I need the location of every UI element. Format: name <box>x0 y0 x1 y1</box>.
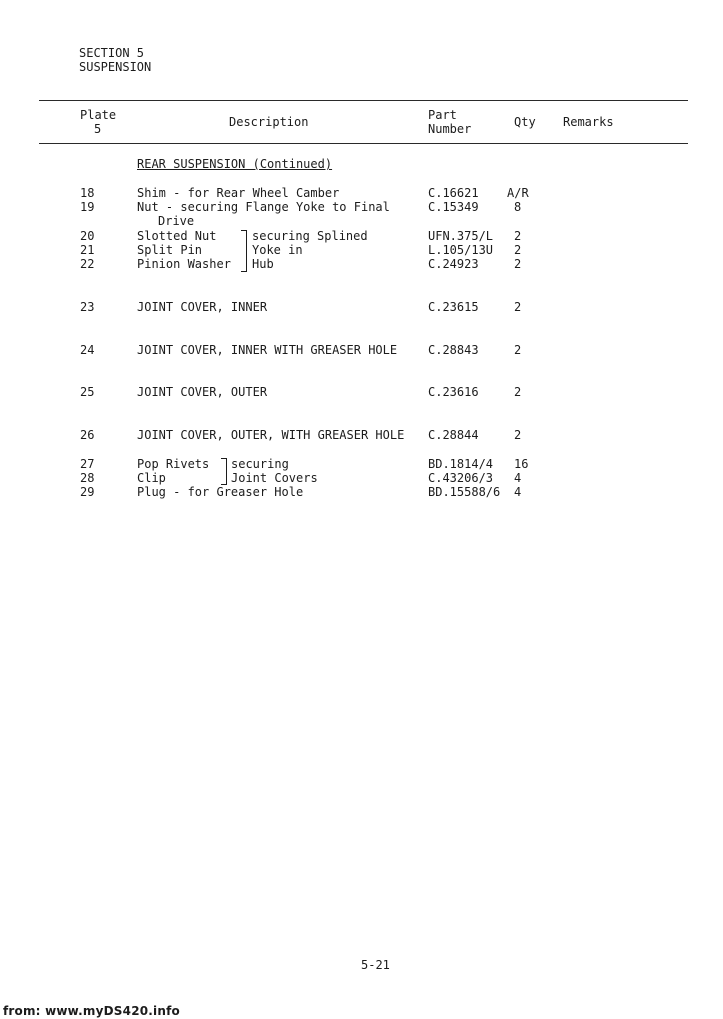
row-group-note: Hub <box>252 257 274 271</box>
row-part-number: C.28843 <box>428 343 479 357</box>
row-qty: 2 <box>514 243 522 257</box>
section-subtitle: SUSPENSION <box>79 60 152 74</box>
section-title: SECTION 5 <box>79 46 145 60</box>
row-qty: 2 <box>514 385 522 399</box>
page-number: 5-21 <box>361 958 390 972</box>
row-description: JOINT COVER, OUTER <box>137 385 268 399</box>
row-description-continued: Drive <box>158 214 195 228</box>
row-qty: 2 <box>514 257 522 271</box>
row-description: Split Pin <box>137 243 203 257</box>
row-qty: 8 <box>514 200 522 214</box>
group-bracket <box>241 230 247 272</box>
row-plate: 18 <box>80 186 95 200</box>
source-footer: from: www.myDS420.info <box>3 1004 180 1018</box>
row-qty: 2 <box>514 300 522 314</box>
row-description: Clip <box>137 471 166 485</box>
row-part-number: C.16621 <box>428 186 479 200</box>
row-plate: 19 <box>80 200 95 214</box>
row-part-number: L.105/13U <box>428 243 494 257</box>
header-number: Number <box>428 122 472 136</box>
header-remarks: Remarks <box>563 115 614 129</box>
row-plate: 28 <box>80 471 95 485</box>
row-description: Slotted Nut <box>137 229 217 243</box>
row-description: Shim - for Rear Wheel Camber <box>137 186 340 200</box>
row-part-number: BD.1814/4 <box>428 457 494 471</box>
row-plate: 26 <box>80 428 95 442</box>
header-qty: Qty <box>514 115 536 129</box>
row-qty: A/R <box>507 186 529 200</box>
row-description: Nut - securing Flange Yoke to Final <box>137 200 390 214</box>
row-qty: 4 <box>514 471 522 485</box>
row-qty: 2 <box>514 428 522 442</box>
row-plate: 25 <box>80 385 95 399</box>
row-group-note: securing Splined <box>252 229 368 243</box>
row-plate: 23 <box>80 300 95 314</box>
row-qty: 16 <box>514 457 529 471</box>
header-plate-number: 5 <box>94 122 102 136</box>
row-plate: 22 <box>80 257 95 271</box>
row-plate: 20 <box>80 229 95 243</box>
row-plate: 27 <box>80 457 95 471</box>
row-part-number: C.43206/3 <box>428 471 494 485</box>
row-plate: 29 <box>80 485 95 499</box>
subheading: REAR SUSPENSION (Continued) <box>137 157 333 171</box>
row-qty: 4 <box>514 485 522 499</box>
row-description: JOINT COVER, OUTER, WITH GREASER HOLE <box>137 428 405 442</box>
header-top-rule <box>39 100 688 101</box>
row-group-note: Yoke in <box>252 243 303 257</box>
row-part-number: C.24923 <box>428 257 479 271</box>
header-description: Description <box>229 115 309 129</box>
row-part-number: C.28844 <box>428 428 479 442</box>
row-description: Plug - for Greaser Hole <box>137 485 304 499</box>
row-part-number: C.23616 <box>428 385 479 399</box>
row-plate: 24 <box>80 343 95 357</box>
row-part-number: UFN.375/L <box>428 229 494 243</box>
row-description: Pinion Washer <box>137 257 231 271</box>
row-part-number: C.15349 <box>428 200 479 214</box>
row-plate: 21 <box>80 243 95 257</box>
row-part-number: BD.15588/6 <box>428 485 501 499</box>
header-part: Part <box>428 108 457 122</box>
row-group-note: Joint Covers <box>231 471 318 485</box>
row-group-note: securing <box>231 457 289 471</box>
header-plate: Plate <box>80 108 117 122</box>
row-qty: 2 <box>514 343 522 357</box>
header-bottom-rule <box>39 143 688 144</box>
row-description: JOINT COVER, INNER <box>137 300 268 314</box>
row-qty: 2 <box>514 229 522 243</box>
row-description: Pop Rivets <box>137 457 210 471</box>
group-bracket <box>221 458 227 485</box>
row-part-number: C.23615 <box>428 300 479 314</box>
row-description: JOINT COVER, INNER WITH GREASER HOLE <box>137 343 398 357</box>
